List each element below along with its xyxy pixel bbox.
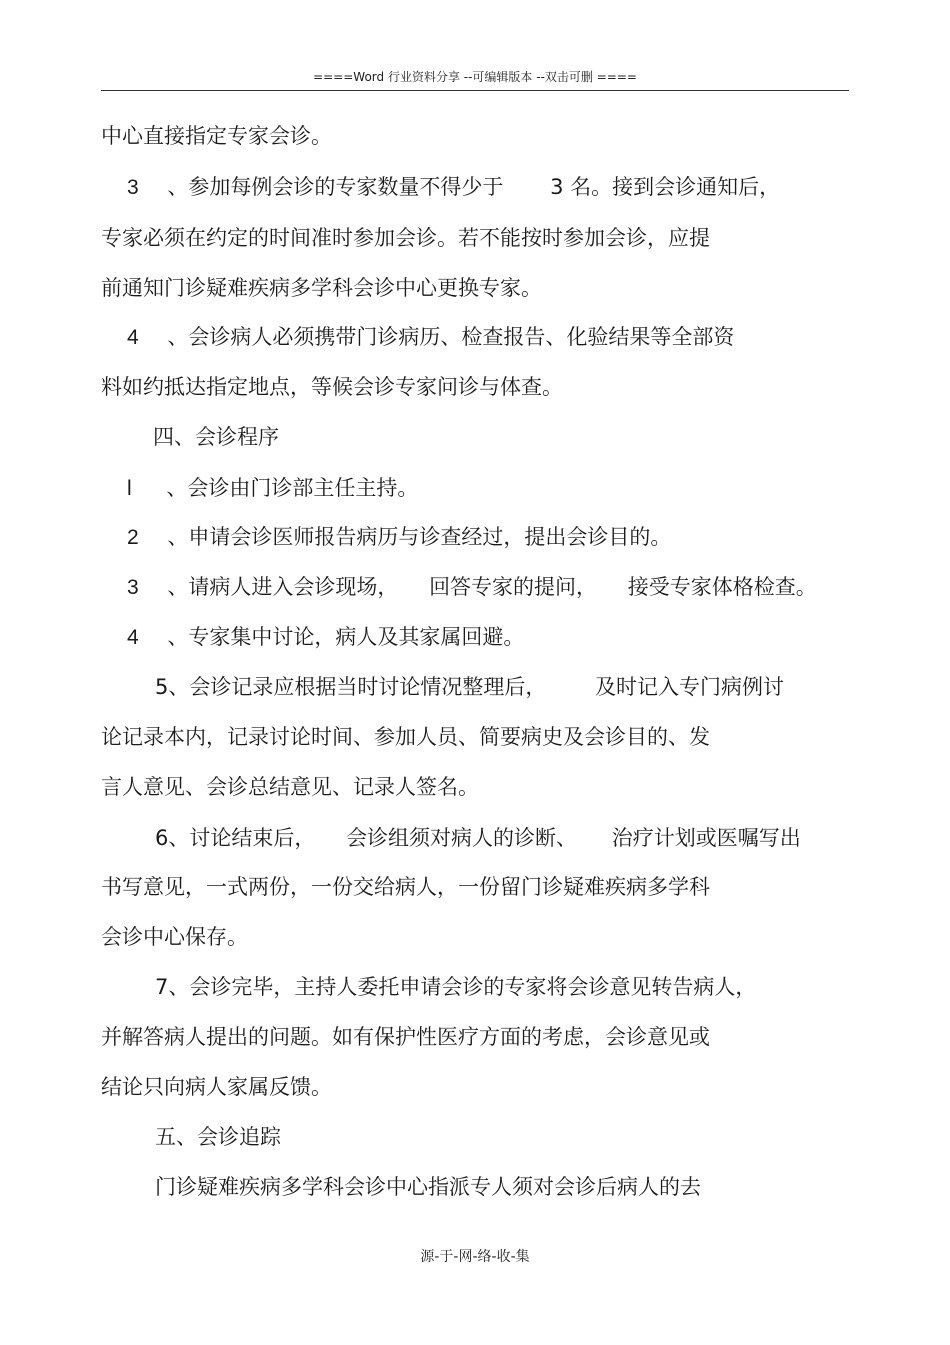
- paragraph-line: 并解答病人提出的问题。如有保护性医疗方面的考虑，会诊意见或: [101, 1025, 710, 1049]
- section-heading: 五、会诊追踪: [155, 1125, 281, 1149]
- list-number: 2: [127, 526, 139, 549]
- list-item-4: [127, 324, 734, 351]
- paragraph-text: 及时记入专门病例讨: [595, 675, 785, 699]
- procedure-item-4: [127, 624, 524, 651]
- procedure-item-7: 7、会诊完毕，主持人委托申请会诊的专家将会诊意见转告病人，: [155, 975, 757, 999]
- paragraph-text: 接受专家体格检查。: [627, 575, 817, 599]
- procedure-item-1: [127, 475, 418, 502]
- paragraph-text: 、请病人进入会诊现场，: [167, 575, 399, 599]
- paragraph-line: 料如约抵达指定地点，等候会诊专家问诊与体查。: [101, 375, 563, 399]
- paragraph-line: 中心直接指定专家会诊。: [101, 124, 332, 148]
- page-header: ====Word 行业资料分享 --可编辑版本 --双击可删 ====: [313, 70, 637, 84]
- paragraph-line: 言人意见、会诊总结意见、记录人签名。: [101, 775, 479, 799]
- list-item-3: [127, 174, 780, 201]
- procedure-item-2: [127, 524, 671, 551]
- list-number: l: [127, 477, 132, 500]
- paragraph-text: 、参加每例会诊的专家数量不得少于: [167, 175, 504, 199]
- paragraph-text: 3 名。接到会诊通知后，: [550, 175, 781, 199]
- paragraph-line: 书写意见，一式两份，一份交给病人，一份留门诊疑难疾病多学科: [101, 875, 710, 899]
- paragraph-text: 治疗计划或医嘱写出: [611, 826, 801, 850]
- paragraph-line: 前通知门诊疑难疾病多学科会诊中心更换专家。: [101, 276, 542, 300]
- list-number: 3: [127, 176, 139, 199]
- paragraph-line: 专家必须在约定的时间准时参加会诊。若不能按时参加会诊，应提: [101, 226, 710, 250]
- list-number: 3: [127, 576, 139, 599]
- paragraph-text: 、申请会诊医师报告病历与诊查经过，提出会诊目的。: [167, 525, 672, 549]
- list-number: 4: [127, 326, 139, 349]
- procedure-item-3: [127, 574, 817, 601]
- paragraph-line: 论记录本内，记录讨论时间、参加人员、简要病史及会诊目的、发: [101, 725, 710, 749]
- paragraph-text: 5、会诊记录应根据当时讨论情况整理后，: [155, 675, 547, 699]
- section-heading: 四、会诊程序: [153, 425, 279, 449]
- paragraph-line: 结论只向病人家属反馈。: [101, 1075, 332, 1099]
- procedure-item-6: [155, 825, 801, 851]
- paragraph-line: 门诊疑难疾病多学科会诊中心指派专人须对会诊后病人的去: [155, 1175, 701, 1199]
- paragraph-text: 、会诊病人必须携带门诊病历、检查报告、化验结果等全部资: [167, 325, 735, 349]
- paragraph-text: 、专家集中讨论，病人及其家属回避。: [167, 625, 525, 649]
- page-footer: 源-于-网-络-收-集: [420, 1249, 530, 1265]
- paragraph-text: 会诊组须对病人的诊断、: [346, 826, 578, 850]
- paragraph-line: 会诊中心保存。: [101, 925, 248, 949]
- procedure-item-5: [155, 674, 784, 700]
- paragraph-text: 回答专家的提问，: [429, 575, 598, 599]
- list-number: 4: [127, 626, 139, 649]
- header-divider: [101, 90, 849, 91]
- paragraph-text: 6、讨论结束后，: [155, 826, 316, 850]
- paragraph-text: 、会诊由门诊部主任主持。: [166, 476, 419, 500]
